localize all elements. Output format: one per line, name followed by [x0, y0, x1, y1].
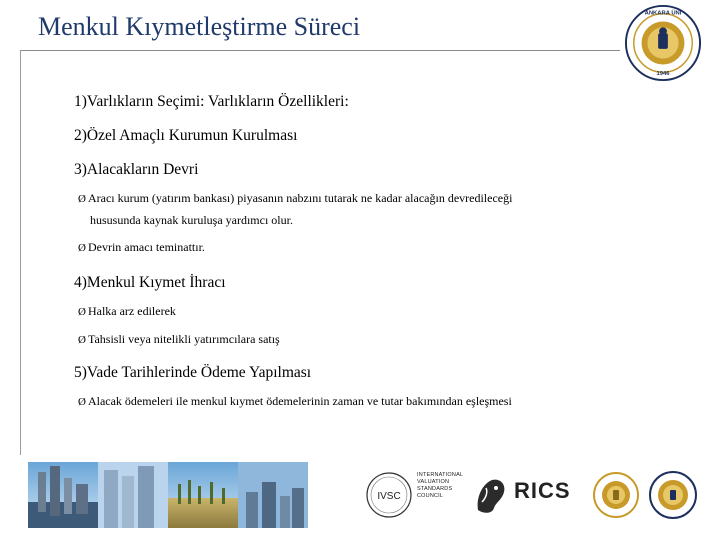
ivsc-line-3: STANDARDS — [417, 486, 453, 492]
bullet-item — [74, 239, 664, 257]
section-heading: 2)Özel Amaçlı Kurumun Kurulması — [74, 127, 298, 144]
arrow-bullet-icon: Ø — [78, 396, 86, 408]
bullet-text: Tahsisli veya nitelikli yatırımcılara satış — [87, 332, 280, 346]
bullet-item — [74, 190, 664, 208]
ivsc-line-1: INTERNATIONAL — [417, 472, 464, 478]
ankara-university-logo — [624, 4, 702, 82]
section-heading: 5)Vade Tarihlerinde Ödeme Yapılması — [74, 364, 312, 381]
arrow-bullet-icon: Ø — [78, 306, 86, 318]
ivsc-name — [417, 472, 463, 500]
arrow-bullet-icon: Ø — [78, 193, 86, 205]
bullet-item — [74, 393, 664, 411]
bullet-text: Alacak ödemeleri ile menkul kıymet ödemelerinin zaman ve tutar bakımından eşleşmesi — [87, 394, 512, 408]
bullet-text-continuation: hususunda kaynak kuruluşa yardımcı olur. — [90, 213, 293, 227]
bullet-item — [74, 331, 664, 349]
section-heading: 1)Varlıkların Seçimi: Varlıkların Özellikleri: — [74, 93, 349, 110]
arrow-bullet-icon: Ø — [78, 242, 86, 254]
ankara-university-logo-blue — [648, 466, 698, 524]
ivsc-line-2: VALUATION — [417, 479, 450, 485]
slide-title: Menkul Kıymetleştirme Süreci — [38, 12, 361, 41]
section-heading: 4)Menkul Kıymet İhracı — [74, 274, 226, 291]
bullet-text: Halka arz edilerek — [87, 304, 176, 318]
arrow-bullet-icon: Ø — [78, 334, 86, 346]
rics-lion-icon — [472, 474, 510, 516]
svg-text:1946: 1946 — [656, 71, 670, 78]
partner-logos — [360, 462, 700, 528]
svg-text:ANKARA ÜNİ: ANKARA ÜNİ — [644, 10, 682, 17]
rics-wordmark: RICS — [514, 478, 571, 503]
bullet-item — [74, 303, 664, 321]
bullet-text: Devrin amacı teminattır. — [87, 240, 205, 254]
ivsc-line-4: COUNCIL — [417, 493, 444, 499]
ivsc-abbr: IVSC — [377, 491, 401, 502]
content-body — [74, 92, 664, 421]
ankara-university-logo-gold — [592, 466, 640, 524]
bullet-text: Aracı kurum (yatırım bankası) piyasanın nabzını tutarak ne kadar alacağın devredileceği — [87, 191, 513, 205]
ivsc-logo — [364, 468, 414, 522]
left-divider — [20, 50, 21, 455]
title-divider — [20, 50, 620, 51]
section-heading: 3)Alacakların Devri — [74, 161, 199, 178]
city-skyline-image — [28, 462, 308, 528]
